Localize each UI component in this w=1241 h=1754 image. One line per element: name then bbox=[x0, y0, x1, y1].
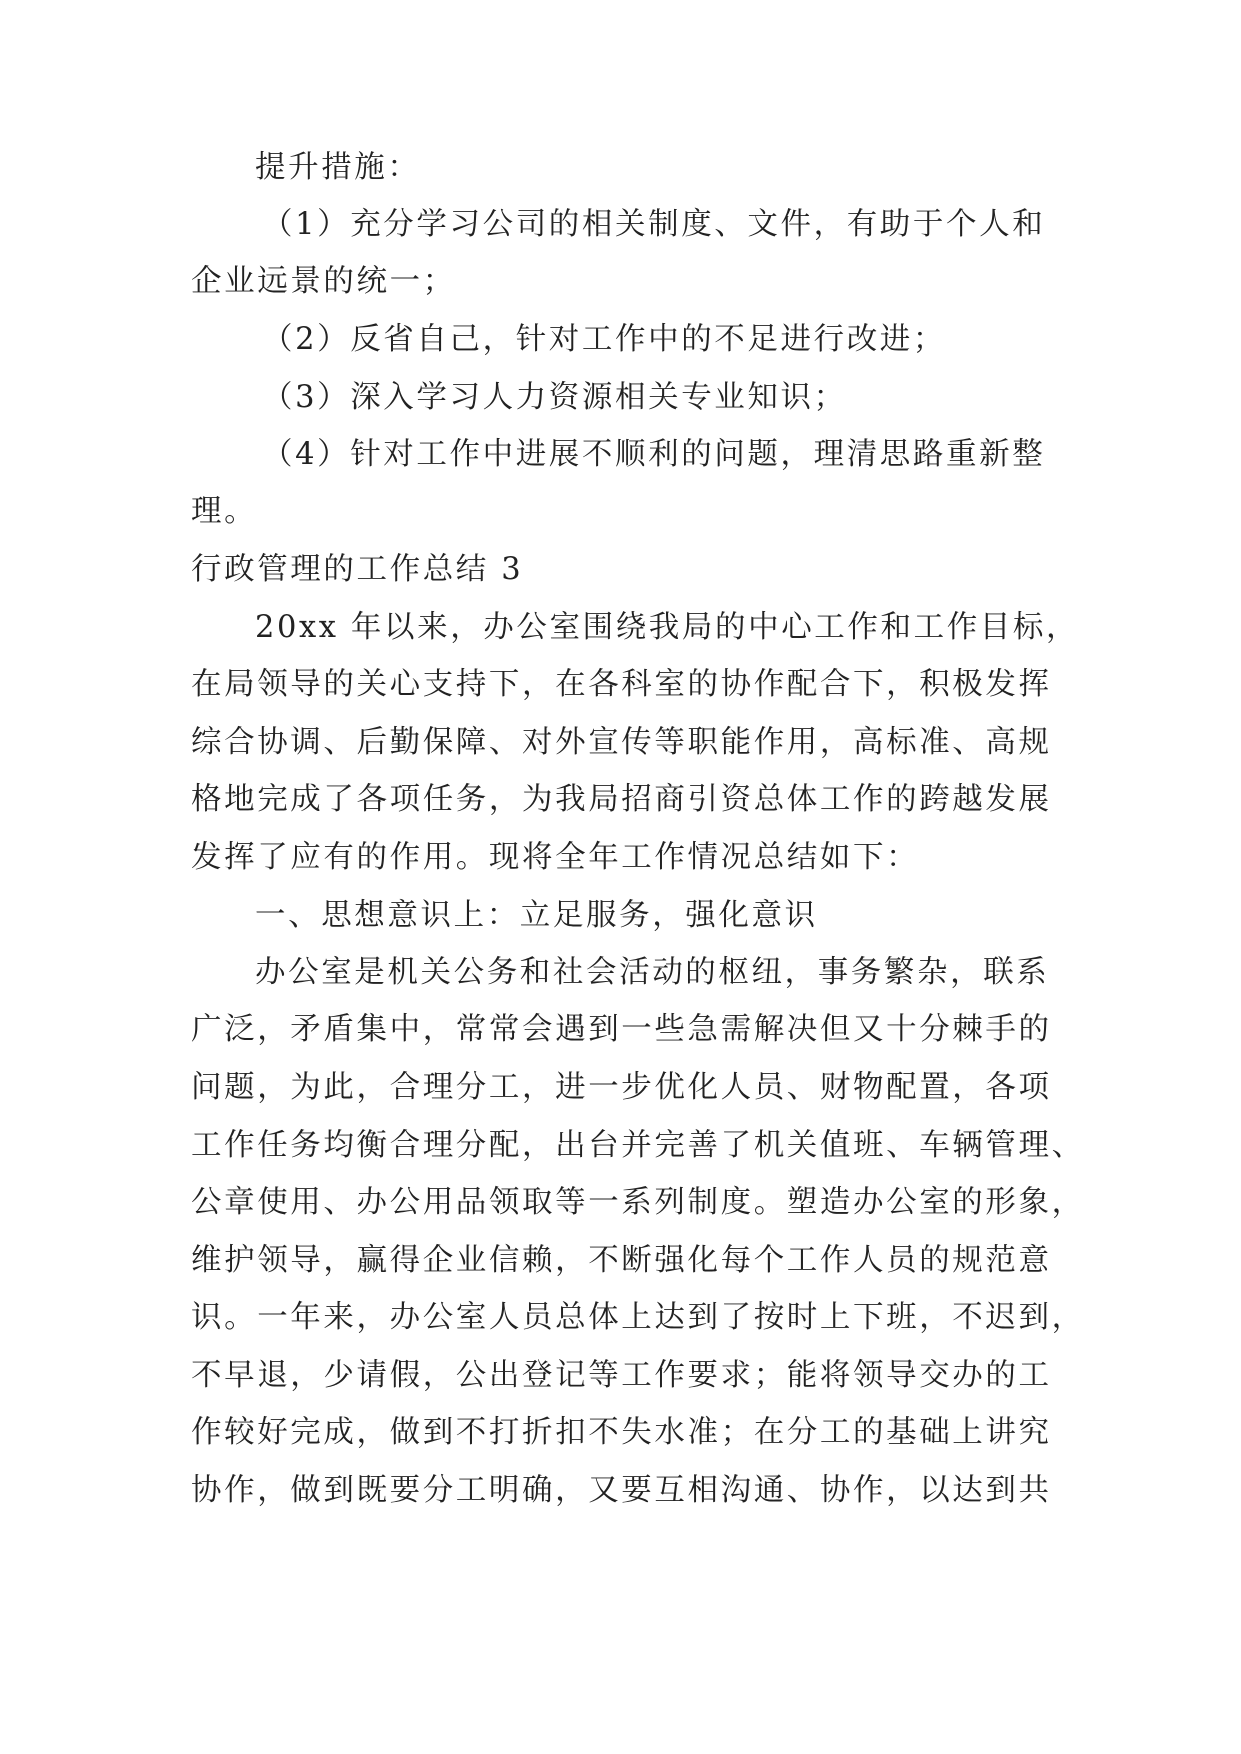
measure-item-2: （2）反省自己，针对工作中的不足进行改进； bbox=[262, 322, 947, 357]
paragraph-line: 发挥了应有的作用。现将全年工作情况总结如下： bbox=[191, 840, 920, 875]
measure-item-3: （3）深入学习人力资源相关专业知识； bbox=[262, 380, 847, 415]
paragraph-line: 作较好完成，做到不打折扣不失水准；在分工的基础上讲究 bbox=[191, 1415, 1052, 1450]
paragraph-line: 在局领导的关心支持下，在各科室的协作配合下，积极发挥 bbox=[191, 667, 1052, 702]
measure-item-1: （1）充分学习公司的相关制度、文件，有助于个人和 bbox=[262, 207, 1046, 242]
measure-item-1-cont: 企业远景的统一； bbox=[191, 264, 456, 299]
paragraph-line: 格地完成了各项任务，为我局招商引资总体工作的跨越发展 bbox=[191, 782, 1052, 817]
paragraph-line: 20xx 年以来，办公室围绕我局的中心工作和工作目标， bbox=[255, 610, 1080, 645]
heading-measures: 提升措施： bbox=[255, 150, 421, 185]
paragraph-line: 识。一年来，办公室人员总体上达到了按时上下班，不迟到， bbox=[191, 1300, 1085, 1335]
paragraph-line: 公章使用、办公用品领取等一系列制度。塑造办公室的形象， bbox=[191, 1185, 1085, 1220]
measure-item-4-cont: 理。 bbox=[191, 494, 258, 529]
paragraph-line: 工作任务均衡合理分配，出台并完善了机关值班、车辆管理、 bbox=[191, 1128, 1085, 1163]
section-title: 行政管理的工作总结 3 bbox=[191, 552, 524, 587]
paragraph-line: 广泛，矛盾集中，常常会遇到一些急需解决但又十分棘手的 bbox=[191, 1012, 1052, 1047]
paragraph-line: 不早退，少请假，公出登记等工作要求；能将领导交办的工 bbox=[191, 1358, 1052, 1393]
subsection-heading: 一、思想意识上：立足服务，强化意识 bbox=[255, 898, 818, 933]
paragraph-line: 问题，为此，合理分工，进一步优化人员、财物配置，各项 bbox=[191, 1070, 1052, 1105]
paragraph-line: 协作，做到既要分工明确，又要互相沟通、协作，以达到共 bbox=[191, 1473, 1052, 1508]
paragraph-line: 综合协调、后勤保障、对外宣传等职能作用，高标准、高规 bbox=[191, 725, 1052, 760]
paragraph-line: 办公室是机关公务和社会活动的枢纽，事务繁杂，联系 bbox=[255, 955, 1050, 990]
paragraph-line: 维护领导，赢得企业信赖，不断强化每个工作人员的规范意 bbox=[191, 1243, 1052, 1278]
measure-item-4: （4）针对工作中进展不顺利的问题，理清思路重新整 bbox=[262, 437, 1046, 472]
